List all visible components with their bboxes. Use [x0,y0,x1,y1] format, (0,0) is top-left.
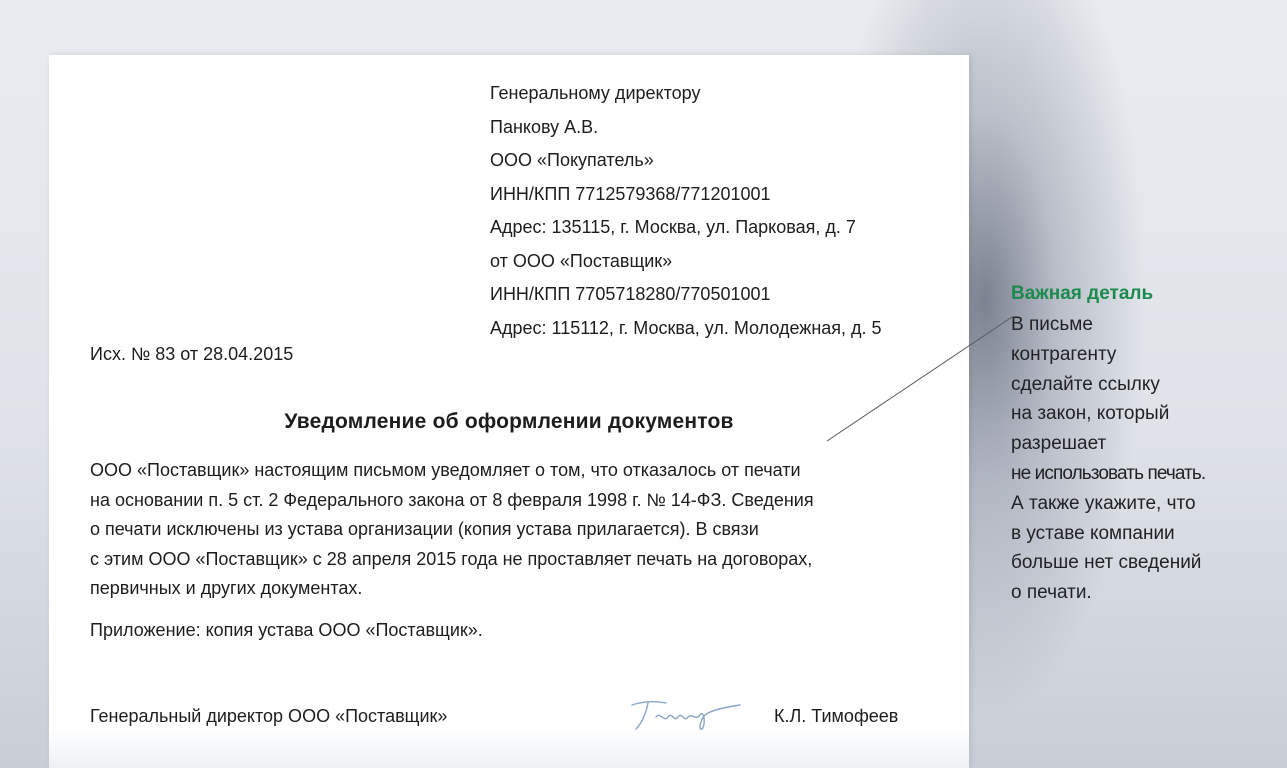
side-note-line: больше нет сведений [1011,552,1202,574]
side-note-line: В письме [1011,314,1093,335]
recipient-line: Генеральному директору [490,83,701,103]
appendix-line: Приложение: копия устава ООО «Поставщик». [90,620,483,640]
signatory-name: К.Л. Тимофеев [774,706,899,726]
body-line: ООО «Поставщик» настоящим письмом уведомляет о том, что отказалось от печати [90,460,801,480]
recipient-line: Адрес: 115112, г. Москва, ул. Молодежная, д. 5 [490,317,882,338]
side-note-line: не использовать печать. [1011,462,1206,484]
side-note-line: А также укажите, что [1011,492,1196,514]
body-line: первичных и других документах. [90,578,363,598]
side-note-line: контрагенту [1011,343,1117,365]
signatory-position: Генеральный директор ООО «Поставщик» [90,706,448,726]
recipient-block [490,77,882,345]
body-line: о печати исключены из устава организации (копия устава прилагается). В связи [90,519,759,539]
outgoing-reference: Исх. № 83 от 28.04.2015 [90,344,294,364]
page-bottom-fade [49,728,969,768]
recipient-line: Адрес: 135115, г. Москва, ул. Парковая, д. 7 [490,217,856,237]
recipient-line: Панкову А.В. [490,116,599,137]
body-line: с этим ООО «Поставщик» с 28 апреля 2015 года не проставляет печать на договорах, [90,548,813,569]
recipient-line: от ООО «Поставщик» [490,250,673,271]
recipient-line: ООО «Покупатель» [490,150,654,170]
side-note-line: о печати. [1011,582,1092,604]
side-note-line: сделайте ссылку [1011,373,1160,395]
side-note-line: на закон, который [1011,403,1170,425]
callout-pointer-line [820,312,1020,447]
letter-body [90,456,814,604]
recipient-line: ИНН/КПП 7712579368/771201001 [490,183,771,204]
recipient-line: ИНН/КПП 7705718280/770501001 [490,284,771,304]
side-note-line: разрешает [1011,433,1107,455]
side-note [1011,281,1281,608]
document-title: Уведомление об оформлении документов [284,410,734,433]
side-note-line: в уставе компании [1011,522,1175,544]
side-note-title: Важная деталь [1011,283,1154,304]
body-line: на основании п. 5 ст. 2 Федерального закона от 8 февраля 1998 г. № 14-ФЗ. Сведения [90,489,814,510]
